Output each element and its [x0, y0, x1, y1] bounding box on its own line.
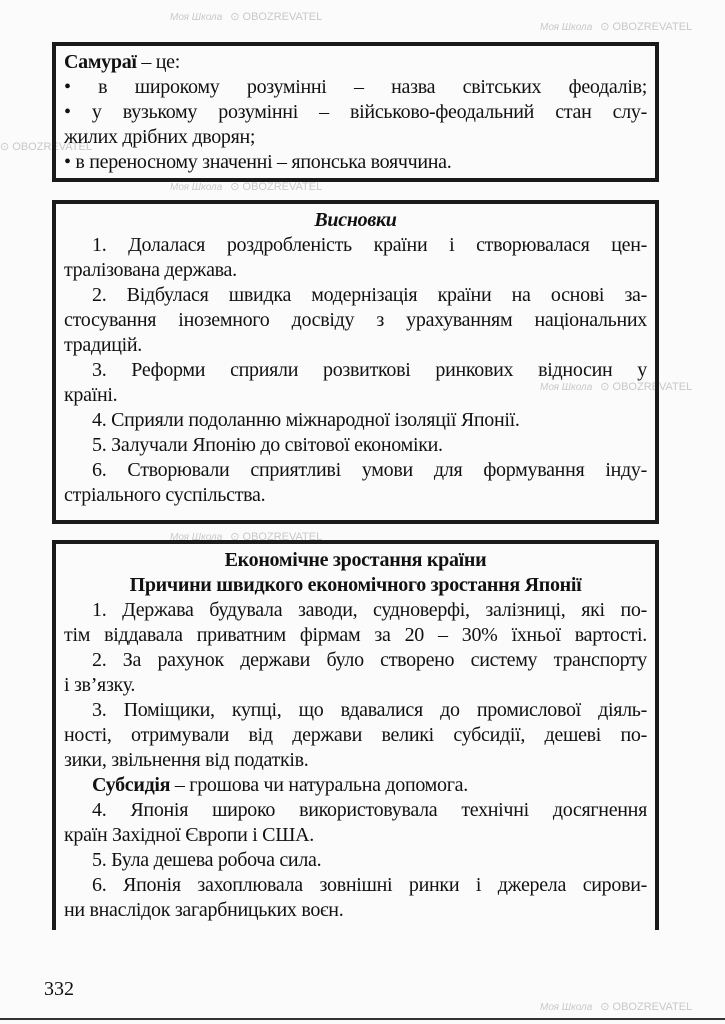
text-line: стріального суспільства. [64, 484, 266, 506]
watermark: Моя Школа ⊙ OBOZREVATEL [540, 21, 693, 33]
watermark: Моя Школа ⊙ OBOZREVATEL [170, 11, 323, 23]
watermark: Моя Школа ⊙ OBOZREVATEL [170, 181, 323, 193]
text-line: ності, отримували від держави великі субсидії, дешеві по- [64, 724, 647, 746]
watermark: Моя Школа ⊙ OBOZREVATEL [540, 1001, 693, 1013]
text-line: 1. Держава будувала заводи, судноверфі, залізниці, які по- [92, 599, 647, 621]
watermark: ⊙ OBOZREVATEL [0, 141, 92, 153]
text-line: і зв’язку. [64, 674, 136, 696]
text-line: 5. Була дешева робоча сила. [92, 849, 322, 871]
text-line: 3. Реформи сприяли розвиткові ринкових відносин у [92, 359, 647, 381]
subsidy-definition [64, 773, 647, 798]
text-line: • в переносному значенні – японська вояччина. [64, 151, 452, 173]
bottom-rule [0, 1018, 725, 1020]
text-line: стосування іноземного досвіду з урахуванням національних [64, 309, 647, 331]
conclusions-box [52, 200, 659, 524]
text-line: ни внаслідок загарбницьких воєн. [64, 899, 344, 921]
section-title: Економічне зростання країни [224, 549, 487, 571]
page-number: 332 [44, 978, 74, 1000]
term: Субсидія [92, 774, 171, 796]
section-subtitle: Причини швидкого економічного зростання Японії [129, 574, 582, 596]
section-title: Висновки [314, 209, 397, 231]
text-line: тралізована держава. [64, 259, 237, 281]
text-line: жилих дрібних дворян; [64, 126, 256, 148]
text-line: зики, звільнення від податків. [64, 749, 309, 771]
text-line: країні. [64, 384, 118, 406]
text-line: 1. Долалася роздробленість країни і створювалася цен- [92, 234, 647, 256]
term: Самураї [64, 51, 137, 73]
definition-heading [64, 50, 647, 75]
text-line: 6. Японія захоплювала зовнішні ринки і джерела сирови- [92, 874, 647, 896]
text-line: тім віддавала приватним фірмам за 20 – 30% їхньої вартості. [64, 624, 647, 646]
text-line: 2. За рахунок держави було створено систему транспорту [92, 649, 647, 671]
economic-growth-box [52, 540, 659, 930]
text-line: 5. Залучали Японію до світової економіки. [92, 434, 443, 456]
watermark: Моя Школа ⊙ OBOZREVATEL [540, 381, 693, 393]
text: – це: [136, 51, 180, 73]
text-line: 4. Сприяли подоланню міжнародної ізоляції Японії. [92, 409, 520, 431]
text-line: традицій. [64, 334, 143, 356]
text: – грошова чи натуральна допомога. [170, 774, 468, 796]
text-line: • у вузькому розумінні – військово-феодальний стан слу- [64, 101, 647, 123]
text-line: країн Західної Європи і США. [64, 824, 314, 846]
text-line: 2. Відбулася швидка модернізація країни на основі за- [92, 284, 647, 306]
watermark: Моя Школа ⊙ OBOZREVATEL [170, 531, 323, 543]
text-line: 6. Створювали сприятливі умови для формування інду- [92, 459, 647, 481]
text-line: 4. Японія широко використовувала технічні досягнення [92, 799, 647, 821]
samurai-definition-box [52, 42, 659, 182]
text-line: 3. Поміщики, купці, що вдавалися до промислової діяль- [92, 699, 647, 721]
text-line: • в широкому розумінні – назва світських феодалів; [64, 76, 647, 98]
